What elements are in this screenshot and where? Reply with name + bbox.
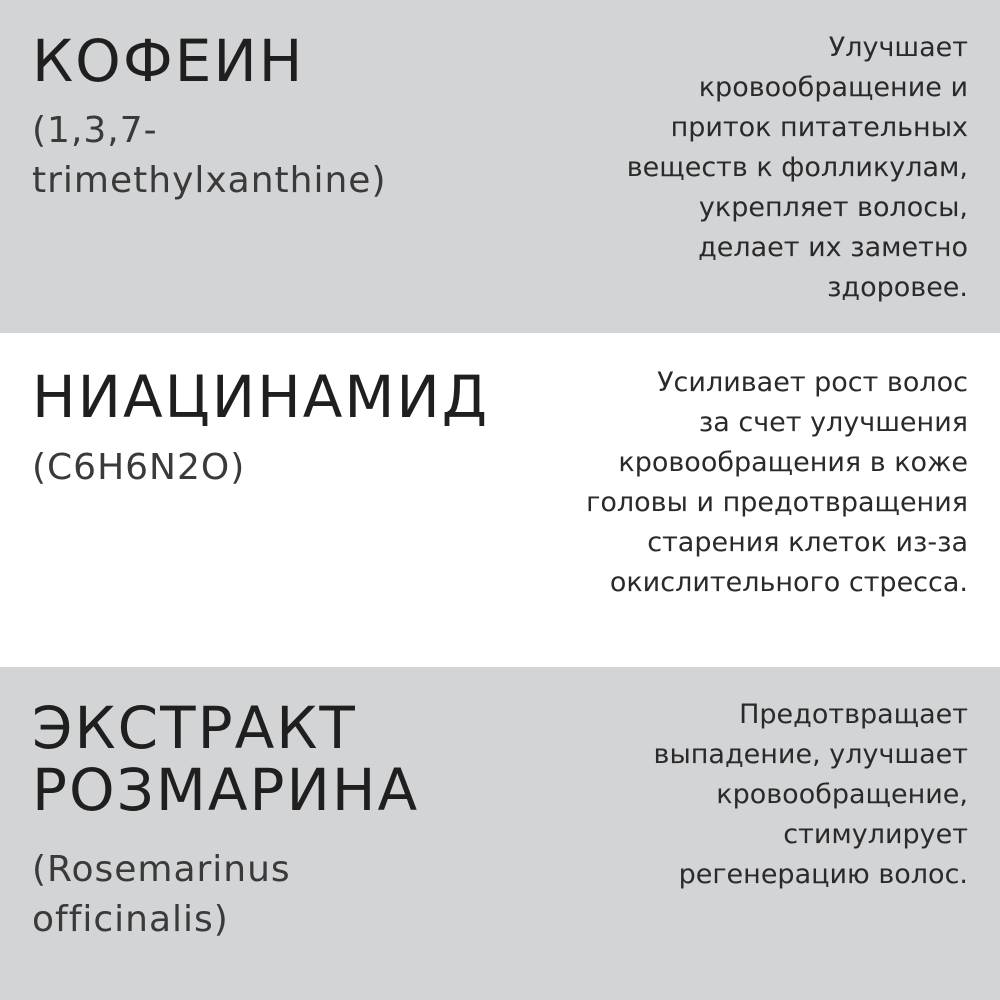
ingredient-panel-niacinamide bbox=[0, 333, 1000, 667]
ingredient-latin-name: (1,3,7- trimethylxanthine) bbox=[32, 110, 387, 201]
ingredient-name: ЭКСТРАКТ РОЗМАРИНА bbox=[32, 694, 420, 824]
ingredient-name: КОФЕИН bbox=[32, 27, 305, 95]
ingredient-description: Усиливает рост волос за счет улучшения кровообращения в коже головы и предотвращения старения клеток из-за окислительного стресса. bbox=[586, 367, 968, 598]
ingredient-panel-rosemary-extract bbox=[0, 667, 1000, 1000]
ingredient-latin-name: (C6H6N2O) bbox=[32, 447, 246, 488]
ingredient-description: Улучшает кровообращение и приток питательных веществ к фолликулам, укрепляет волосы, делает их заметно здоровее. bbox=[626, 32, 968, 303]
ingredient-panel-caffeine bbox=[0, 0, 1000, 333]
ingredient-name: НИАЦИНАМИД bbox=[32, 363, 490, 431]
ingredient-description: Предотвращает выпадение, улучшает кровообращение, стимулирует регенерацию волос. bbox=[653, 699, 968, 890]
ingredient-latin-name: (Rosemarinus officinalis) bbox=[32, 849, 291, 940]
